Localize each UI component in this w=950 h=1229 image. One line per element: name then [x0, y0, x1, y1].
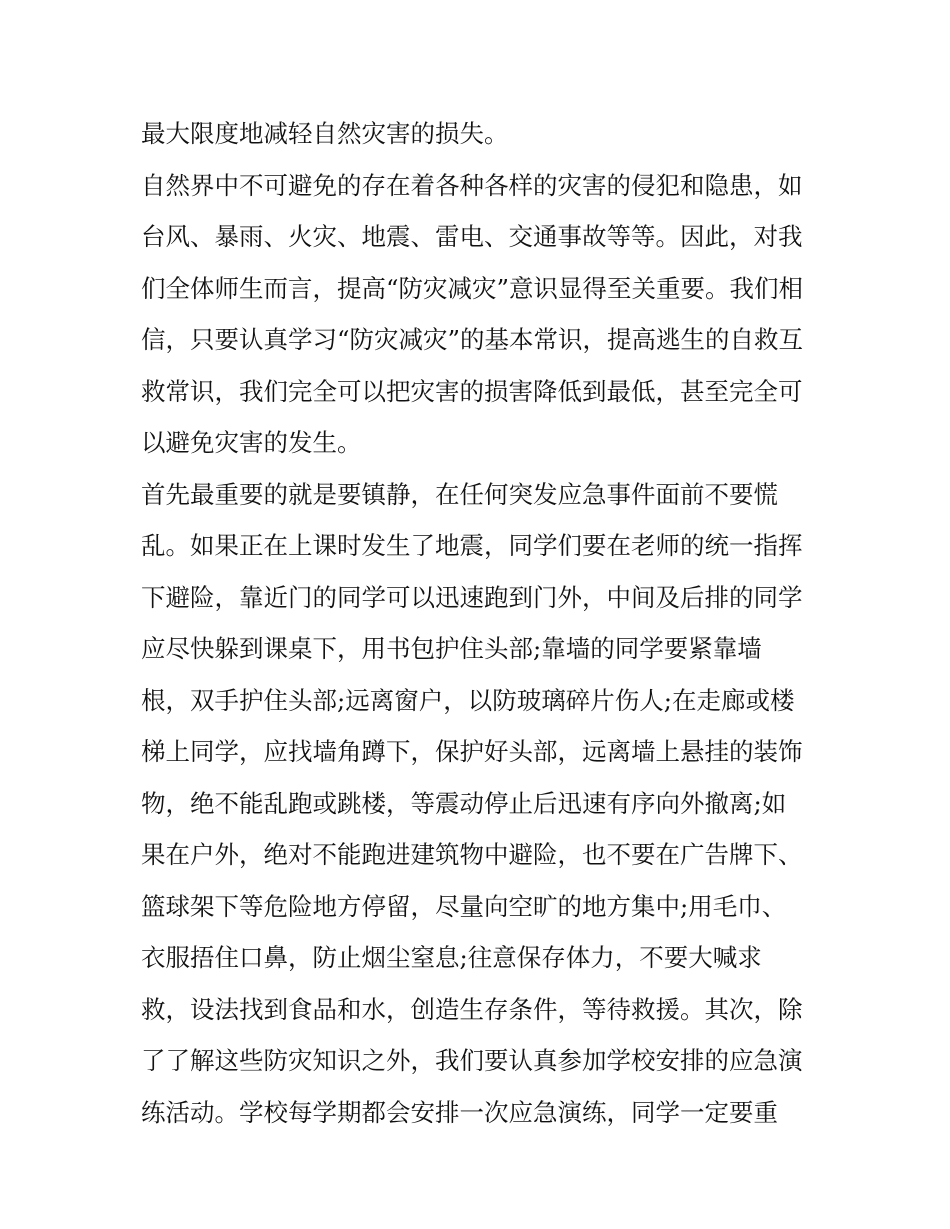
- text-line: 救常识，我们完全可以把灾害的损害降低到最低，甚至完全可: [141, 376, 803, 406]
- text-line: 下避险，靠近门的同学可以迅速跑到门外，中间及后排的同学: [141, 582, 803, 612]
- text-line: 篮球架下等危险地方停留，尽量向空旷的地方集中;用毛巾、: [141, 891, 787, 921]
- text-line: 物，绝不能乱跑或跳楼，等震动停止后迅速有序向外撤离;如: [141, 788, 787, 818]
- text-line: 救，设法找到食品和水，创造生存条件，等待救援。其次，除: [141, 994, 803, 1024]
- text-line: 最大限度地减轻自然灾害的损失。: [141, 119, 509, 148]
- text-line: 衣服捂住口鼻，防止烟尘窒息;往意保存体力，不要大喊求: [141, 943, 762, 972]
- text-line: 首先最重要的就是要镇静，在任何突发应急事件面前不要慌: [141, 479, 778, 509]
- text-line: 以避免灾害的发生。: [141, 428, 362, 457]
- text-line: 们全体师生而言，提高“防灾减灾”意识显得至关重要。我们相: [141, 273, 804, 303]
- text-line: 根，双手护住头部;远离窗户，以防玻璃碎片伤人;在走廊或楼: [141, 685, 795, 715]
- text-line: 练活动。学校每学期都会安排一次应急演练，同学一定要重: [141, 1097, 778, 1127]
- text-line: 梯上同学，应找墙角蹲下，保护好头部，远离墙上悬挂的装饰: [141, 737, 803, 766]
- text-line: 应尽快躲到课桌下，用书包护住头部;靠墙的同学要紧靠墙: [141, 634, 762, 663]
- text-line: 信，只要认真学习“防灾减灾”的基本常识，提高逃生的自救互: [141, 325, 804, 354]
- text-line: 自然界中不可避免的存在着各种各样的灾害的侵犯和隐患，如: [141, 170, 803, 200]
- text-line: 台风、暴雨、火灾、地震、雷电、交通事故等等。因此，对我: [141, 222, 803, 251]
- text-line: 乱。如果正在上课时发生了地震，同学们要在老师的统一指挥: [141, 531, 803, 560]
- body-text: [141, 108, 821, 1138]
- text-line: 了了解这些防灾知识之外，我们要认真参加学校安排的应急演: [141, 1046, 803, 1075]
- text-line: 果在户外，绝对不能跑进建筑物中避险，也不要在广告牌下、: [141, 840, 803, 869]
